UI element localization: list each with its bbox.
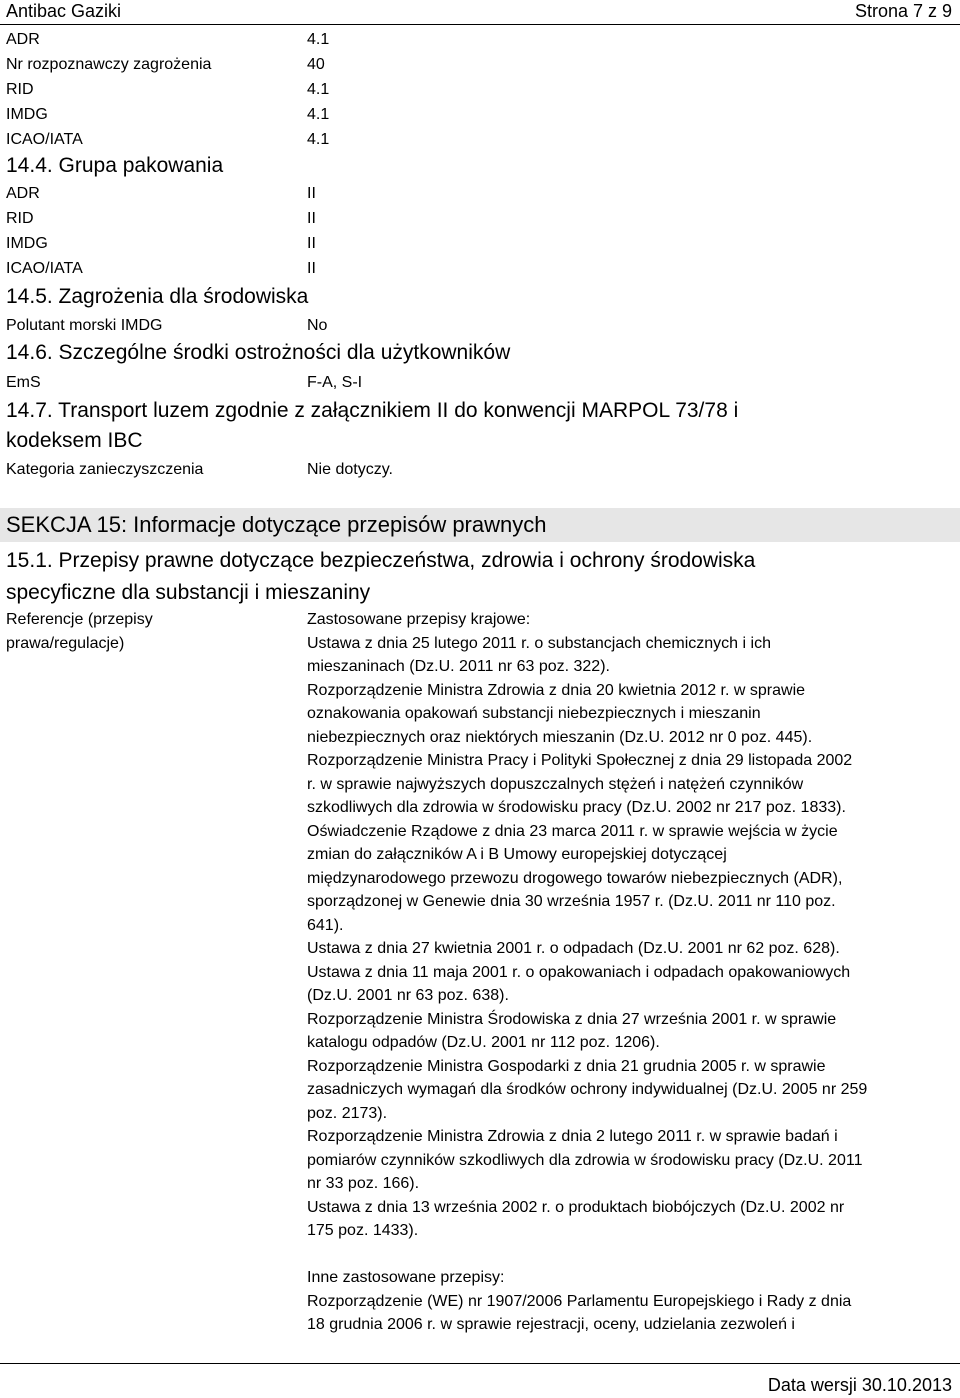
company-name: Antibac Gaziki — [6, 1, 122, 21]
regulation-line: oznakowania opakowań substancji niebezpiecznych i mieszanin — [307, 705, 761, 722]
marine-pollutant-value: No — [307, 317, 328, 334]
class-row-hazard-number — [6, 55, 325, 75]
regulation-line: pomiarów czynników szkodliwych dla zdrowia w środowisku pracy (Dz.U. 2011 — [307, 1151, 863, 1169]
regulation-line: Zastosowane przepisy krajowe: — [307, 611, 531, 628]
regulation-line: Rozporządzenie Ministra Gospodarki z dnia 21 grudnia 2005 r. w sprawie — [307, 1057, 826, 1075]
packing-value: II — [307, 260, 316, 277]
class-key: Nr rozpoznawczy zagrożenia — [6, 56, 212, 73]
page-footer — [0, 1363, 960, 1398]
regulation-line: międzynarodowego przewozu drogowego towarów niebezpiecznych (ADR), — [307, 869, 843, 887]
heading-14-5: 14.5. Zagrożenia dla środowiska — [6, 285, 309, 308]
regulation-line: sporządzonej w Genewie dnia 30 września 1957 r. (Dz.U. 2011 nr 110 poz. — [307, 893, 836, 910]
heading-15-1-line2: specyficzne dla substancji i mieszaniny — [6, 581, 371, 604]
heading-14-6: 14.6. Szczególne środki ostrożności dla użytkowników — [6, 341, 511, 364]
packing-value: II — [307, 185, 316, 202]
regulation-line: niebezpiecznych oraz niektórych mieszanin (Dz.U. 2012 nr 0 poz. 445). — [307, 728, 813, 746]
heading-14-7-line2: kodeksem IBC — [6, 429, 143, 452]
regulation-line: nr 33 poz. 166). — [307, 1175, 420, 1192]
ems-key: EmS — [6, 374, 41, 391]
packing-value: II — [307, 235, 316, 252]
class-value: 4.1 — [307, 106, 330, 123]
paragraph-gap — [307, 1243, 927, 1267]
regulation-line: mieszaninach (Dz.U. 2011 nr 63 poz. 322). — [307, 658, 610, 675]
heading-14-4: 14.4. Grupa pakowania — [6, 154, 224, 177]
marine-pollutant-row — [6, 316, 327, 336]
packing-key: IMDG — [6, 235, 48, 252]
regulation-line: 175 poz. 1433). — [307, 1222, 419, 1239]
regulation-line: r. w sprawie najwyższych dopuszczalnych stężeń i natężeń czynników — [307, 775, 804, 793]
regulation-line: (Dz.U. 2001 nr 63 poz. 638). — [307, 987, 509, 1004]
regulation-line: Ustawa z dnia 25 lutego 2011 r. o substancjach chemicznych i ich — [307, 634, 771, 652]
class-value: 4.1 — [307, 131, 330, 148]
pollution-category-key: Kategoria zanieczyszczenia — [6, 461, 204, 478]
section-15-title: SEKCJA 15: Informacje dotyczące przepisów prawnych — [6, 512, 547, 537]
regulation-line: katalogu odpadów (Dz.U. 2001 nr 112 poz. 1206). — [307, 1034, 660, 1051]
packing-key: ICAO/IATA — [6, 260, 83, 277]
class-value: 4.1 — [307, 81, 330, 98]
class-key: ADR — [6, 31, 40, 48]
regulation-line: Ustawa z dnia 11 maja 2001 r. o opakowaniach i odpadach opakowaniowych — [307, 963, 851, 981]
packing-row-icao — [6, 259, 316, 279]
class-key: RID — [6, 81, 34, 98]
regulation-line: Rozporządzenie Ministra Środowiska z dnia 27 września 2001 r. w sprawie — [307, 1010, 837, 1028]
class-key: IMDG — [6, 106, 48, 123]
regulation-line: poz. 2173). — [307, 1104, 388, 1122]
packing-row-adr — [6, 184, 316, 204]
packing-value: II — [307, 210, 316, 227]
class-value: 4.1 — [307, 31, 330, 48]
references-label-line1: Referencje (przepisy — [6, 611, 153, 628]
version-date: Data wersji 30.10.2013 — [767, 1375, 952, 1395]
regulation-line: Rozporządzenie (WE) nr 1907/2006 Parlamentu Europejskiego i Rady z dnia — [307, 1292, 852, 1310]
regulation-line: 18 grudnia 2006 r. w sprawie rejestracji, oceny, udzielania zezwoleń i — [307, 1316, 795, 1333]
regulation-line: Rozporządzenie Ministra Pracy i Polityki Społecznej z dnia 29 listopada 2002 — [307, 752, 853, 769]
pollution-category-row — [6, 460, 393, 480]
regulation-line: Rozporządzenie Ministra Zdrowia z dnia 2 lutego 2011 r. w sprawie badań i — [307, 1128, 838, 1145]
regulation-line: Rozporządzenie Ministra Zdrowia z dnia 20 kwietnia 2012 r. w sprawie — [307, 681, 806, 699]
heading-15-1 — [6, 545, 946, 609]
references-label — [6, 608, 153, 655]
packing-key: RID — [6, 210, 34, 227]
marine-pollutant-key: Polutant morski IMDG — [6, 317, 163, 334]
heading-14-7-line1: 14.7. Transport luzem zgodnie z załącznikiem II do konwencji MARPOL 73/78 i — [6, 399, 739, 422]
packing-row-imdg — [6, 234, 316, 254]
regulation-line: Oświadczenie Rządowe z dnia 23 marca 2011 r. w sprawie wejścia w życie — [307, 822, 838, 840]
page-number: Strona 7 z 9 — [854, 1, 952, 21]
regulation-line: zmian do załączników A i B Umowy europejskiej dotyczącej — [307, 846, 727, 863]
heading-15-1-line1: 15.1. Przepisy prawne dotyczące bezpieczeństwa, zdrowia i ochrony środowiska — [6, 549, 756, 572]
packing-row-rid — [6, 209, 316, 229]
class-row-rid — [6, 80, 329, 100]
references-label-line2: prawa/regulacje) — [6, 634, 125, 652]
class-key: ICAO/IATA — [6, 131, 83, 148]
section-15-bar — [0, 508, 960, 542]
class-row-imdg — [6, 105, 329, 125]
packing-key: ADR — [6, 185, 40, 202]
regulation-line: Ustawa z dnia 13 września 2002 r. o produktach biobójczych (Dz.U. 2002 nr — [307, 1198, 845, 1216]
page-header — [0, 0, 960, 25]
pollution-category-value: Nie dotyczy. — [307, 461, 393, 478]
references-text — [307, 608, 927, 1337]
class-row-icao — [6, 130, 329, 150]
regulation-line: zasadniczych wymagań dla środków ochrony indywidualnej (Dz.U. 2005 nr 259 — [307, 1081, 868, 1098]
ems-value: F-A, S-I — [307, 374, 363, 391]
class-row-adr — [6, 30, 329, 50]
regulation-line: Inne zastosowane przepisy: — [307, 1269, 505, 1286]
regulation-line: szkodliwych dla zdrowia w środowisku pracy (Dz.U. 2002 nr 217 poz. 1833). — [307, 799, 846, 816]
class-value: 40 — [307, 56, 325, 73]
regulation-line: Ustawa z dnia 27 kwietnia 2001 r. o odpadach (Dz.U. 2001 nr 62 poz. 628). — [307, 940, 840, 957]
ems-row — [6, 373, 362, 393]
regulation-line: 641). — [307, 916, 344, 934]
